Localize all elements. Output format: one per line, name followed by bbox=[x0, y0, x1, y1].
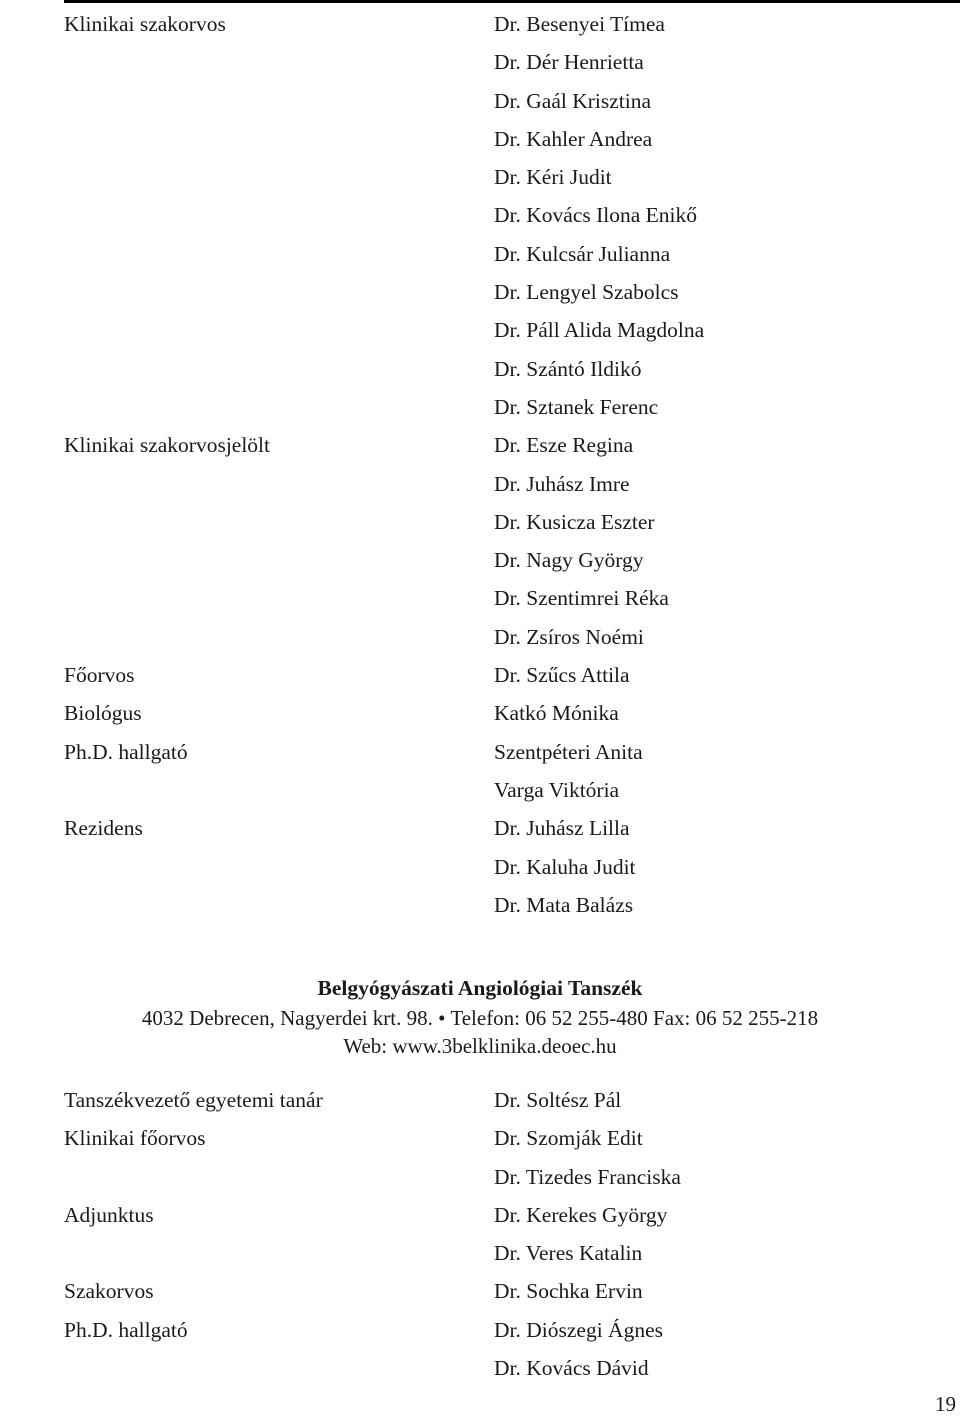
staff-row bbox=[64, 350, 944, 388]
staff-row bbox=[64, 771, 944, 809]
staff-role: Rezidens bbox=[64, 816, 143, 841]
staff-name: Dr. Dér Henrietta bbox=[494, 50, 644, 75]
staff-role: Szakorvos bbox=[64, 1279, 154, 1304]
staff-row bbox=[64, 656, 944, 694]
staff-row bbox=[64, 1234, 944, 1272]
staff-name: Dr. Kovács Dávid bbox=[494, 1356, 649, 1381]
staff-row bbox=[64, 311, 944, 349]
staff-name: Dr. Kusicza Eszter bbox=[494, 509, 655, 534]
staff-row bbox=[64, 388, 944, 426]
staff-name: Dr. Kaluha Judit bbox=[494, 854, 636, 879]
staff-role: Ph.D. hallgató bbox=[64, 1317, 188, 1342]
staff-name: Dr. Gaál Krisztina bbox=[494, 88, 652, 113]
staff-name: Dr. Mata Balázs bbox=[494, 892, 634, 917]
staff-name: Dr. Lengyel Szabolcs bbox=[494, 280, 679, 305]
staff-name: Dr. Zsíros Noémi bbox=[494, 624, 644, 649]
staff-name: Dr. Szomják Edit bbox=[494, 1126, 643, 1151]
top-rule bbox=[64, 0, 960, 3]
staff-name: Dr. Szűcs Attila bbox=[494, 663, 630, 688]
staff-row bbox=[64, 1311, 944, 1349]
staff-name: Dr. Diószegi Ágnes bbox=[494, 1317, 663, 1342]
staff-name: Dr. Kovács Ilona Enikő bbox=[494, 203, 698, 228]
staff-roster-section-2 bbox=[64, 1081, 944, 1387]
staff-name: Dr. Szentimrei Réka bbox=[494, 586, 669, 611]
staff-role: Adjunktus bbox=[64, 1202, 154, 1227]
staff-name: Dr. Sztanek Ferenc bbox=[494, 394, 659, 419]
staff-name: Katkó Mónika bbox=[494, 701, 619, 726]
staff-name: Dr. Soltész Pál bbox=[494, 1088, 622, 1112]
staff-row bbox=[64, 43, 944, 81]
staff-name: Dr. Kerekes György bbox=[494, 1202, 668, 1227]
staff-row bbox=[64, 426, 944, 464]
staff-name: Dr. Sochka Ervin bbox=[494, 1279, 643, 1304]
staff-row bbox=[64, 235, 944, 273]
staff-name: Szentpéteri Anita bbox=[494, 739, 643, 764]
staff-row bbox=[64, 5, 944, 43]
staff-row bbox=[64, 82, 944, 120]
staff-row bbox=[64, 120, 944, 158]
staff-role: Főorvos bbox=[64, 663, 135, 688]
staff-row bbox=[64, 1272, 944, 1310]
department-web: Web: www.3belklinika.deoec.hu bbox=[343, 1034, 617, 1058]
staff-role: Klinikai főorvos bbox=[64, 1126, 206, 1151]
staff-role: Biológus bbox=[64, 701, 142, 726]
staff-row bbox=[64, 1119, 944, 1157]
staff-row bbox=[64, 273, 944, 311]
staff-role: Klinikai szakorvosjelölt bbox=[64, 433, 271, 458]
staff-row bbox=[64, 465, 944, 503]
staff-row bbox=[64, 1081, 944, 1119]
staff-row bbox=[64, 1158, 944, 1196]
staff-name: Dr. Kulcsár Julianna bbox=[494, 241, 671, 266]
staff-name: Dr. Juhász Lilla bbox=[494, 816, 630, 841]
staff-name: Dr. Besenyei Tímea bbox=[494, 12, 665, 36]
staff-name: Dr. Kéri Judit bbox=[494, 165, 612, 190]
staff-row bbox=[64, 1349, 944, 1387]
staff-row bbox=[64, 733, 944, 771]
department-address: 4032 Debrecen, Nagyerdei krt. 98. • Telefon: 06 52 255-480 Fax: 06 52 255-218 bbox=[141, 1006, 819, 1030]
staff-row bbox=[64, 848, 944, 886]
staff-row bbox=[64, 886, 944, 924]
staff-row bbox=[64, 618, 944, 656]
staff-row bbox=[64, 579, 944, 617]
staff-row bbox=[64, 694, 944, 732]
staff-name: Dr. Juhász Imre bbox=[494, 471, 630, 496]
staff-name: Dr. Páll Alida Magdolna bbox=[494, 318, 705, 343]
staff-name: Dr. Veres Katalin bbox=[494, 1241, 643, 1266]
department-header bbox=[0, 972, 960, 1060]
staff-role: Tanszékvezető egyetemi tanár bbox=[64, 1088, 323, 1112]
staff-name: Dr. Esze Regina bbox=[494, 433, 634, 458]
staff-row bbox=[64, 809, 944, 847]
staff-roster-section-1 bbox=[64, 5, 944, 924]
staff-name: Dr. Kahler Andrea bbox=[494, 126, 653, 151]
staff-role: Ph.D. hallgató bbox=[64, 739, 188, 764]
staff-name: Dr. Tizedes Franciska bbox=[494, 1164, 681, 1189]
department-title: Belgyógyászati Angiológiai Tanszék bbox=[317, 976, 643, 1000]
staff-name: Dr. Nagy György bbox=[494, 548, 644, 573]
staff-name: Dr. Szántó Ildikó bbox=[494, 356, 642, 381]
staff-row bbox=[64, 503, 944, 541]
staff-row bbox=[64, 1196, 944, 1234]
staff-role: Klinikai szakorvos bbox=[64, 12, 226, 36]
staff-row bbox=[64, 196, 944, 234]
staff-row bbox=[64, 541, 944, 579]
page-number: 19 bbox=[935, 1392, 956, 1416]
staff-row bbox=[64, 158, 944, 196]
staff-name: Varga Viktória bbox=[494, 777, 620, 802]
